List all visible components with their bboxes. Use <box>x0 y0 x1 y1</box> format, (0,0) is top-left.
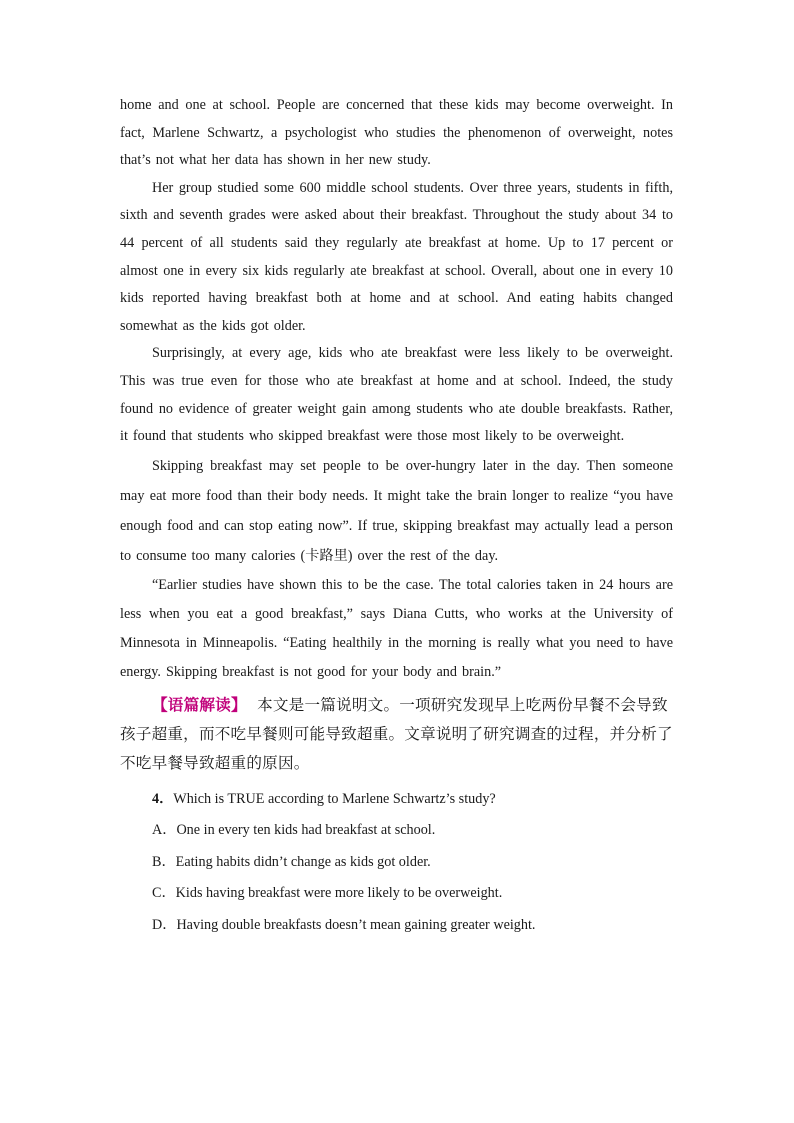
option-text: Eating habits didn’t change as kids got older. <box>175 853 431 870</box>
option-text: Kids having breakfast were more likely to be overweight. <box>175 885 503 902</box>
passage-paragraph-2: Her group studied some 600 middle school students. Over three years, students in fifth, sixth and seventh grades were asked about their breakfast. Throughout the study about 34 to 44 percent of all students said they regularly ate breakfast at home. Up to 17 percent or almost one in every six kids regularly ate breakfast at school. Overall, about one in every 10 kids reported having breakfast both at home and at school. And eating habits changed somewhat as the kids got older. <box>120 179 673 334</box>
option-letter: A． <box>152 822 177 839</box>
option-d <box>120 910 673 942</box>
option-c <box>120 878 673 910</box>
reading-analysis <box>120 691 673 778</box>
question-stem-text: Which is TRUE according to Marlene Schwartz’s study? <box>173 790 496 807</box>
option-text: One in every ten kids had breakfast at school. <box>176 822 436 839</box>
question-number: 4． <box>152 790 174 807</box>
document-page <box>120 92 673 941</box>
option-text: Having double breakfasts doesn’t mean gaining greater weight. <box>176 916 536 933</box>
passage-paragraph-3: Surprisingly, at every age, kids who ate breakfast were less likely to be overweight. This was true even for those who ate breakfast at home and at school. Indeed, the study found no evidence of greater weight gain among students who ate double breakfasts. Rather, it found that students who skipped breakfast were those most likely to be overweight. <box>120 345 673 445</box>
question-4 <box>120 784 673 942</box>
option-letter: B． <box>152 853 176 870</box>
passage-paragraph-1: home and one at school. People are concerned that these kids may become overweight. In fact, Marlene Schwartz, a psychologist who studies the phenomenon of overweight, notes that’s not what her data has shown in her new study. <box>120 97 673 169</box>
passage-paragraph-5: “Earlier studies have shown this to be the case. The total calories taken in 24 hours are less when you eat a good breakfast,” says Diana Cutts, who works at the University of Minnesota in Minneapolis. “Eating healthily in the morning is really what you need to have energy. Skipping breakfast is not good for your body and brain.” <box>120 576 673 680</box>
question-stem <box>120 784 673 816</box>
reading-analysis-tag: 【语篇解读】 <box>152 695 247 714</box>
option-letter: D． <box>152 916 177 933</box>
option-letter: C． <box>152 885 176 902</box>
option-b <box>120 847 673 879</box>
passage-paragraph-4: Skipping breakfast may set people to be over-hungry later in the day. Then someone may eat more food than their body needs. It might take the brain longer to realize “you have enough food and can stop eating now”. If true, skipping breakfast may actually lead a person to consume too many calories (卡路里) over the rest of the day. <box>120 457 673 564</box>
reading-analysis-text: 本文是一篇说明文。一项研究发现早上吃两份早餐不会导致孩子超重，而不吃早餐则可能导致超重。文章说明了研究调查的过程，并分析了不吃早餐导致超重的原因。 <box>120 695 673 772</box>
option-a <box>120 815 673 847</box>
